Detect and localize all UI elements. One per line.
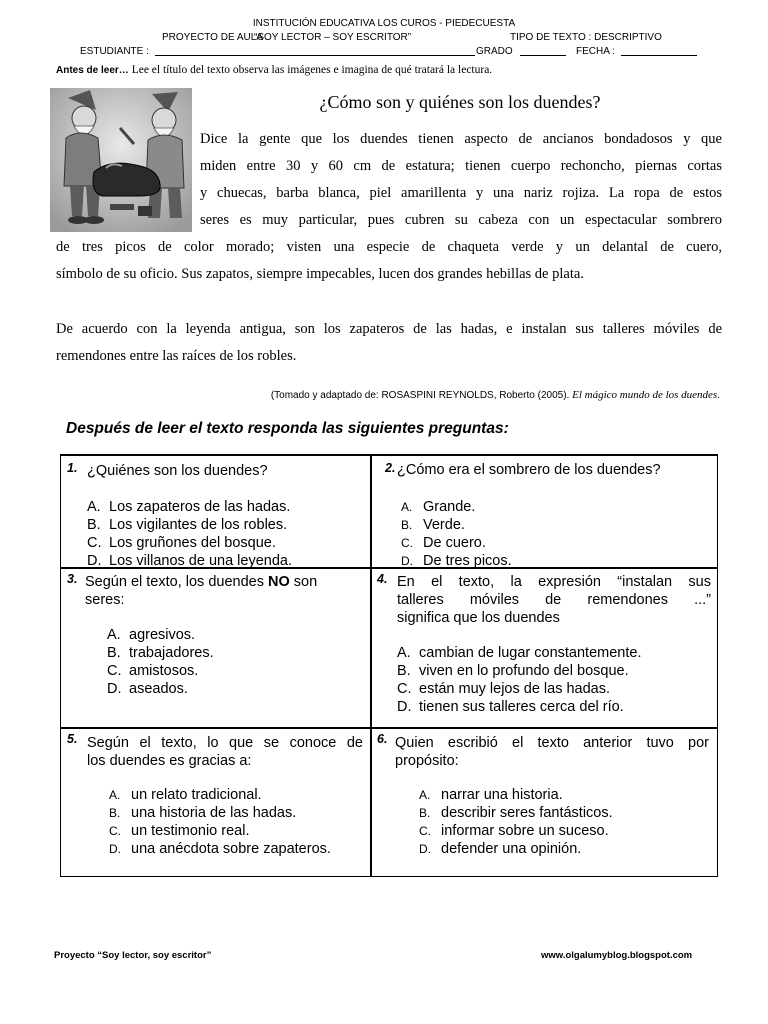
institution-name: INSTITUCIÓN EDUCATIVA LOS CUROS - PIEDECUESTA bbox=[252, 18, 516, 29]
credit-suffix: . bbox=[717, 390, 720, 401]
option-a[interactable]: A. Los zapateros de las hadas. bbox=[87, 499, 291, 515]
option-d[interactable]: D. aseados. bbox=[107, 681, 188, 697]
option-c[interactable]: C. amistosos. bbox=[107, 663, 199, 679]
option-d[interactable]: D. tienen sus talleres cerca del río. bbox=[397, 699, 624, 715]
source-credit bbox=[271, 389, 720, 401]
negation-emphasis: NO bbox=[268, 574, 290, 590]
credit-book-title: El mágico mundo de los duendes bbox=[572, 389, 718, 401]
footer-website-link[interactable]: www.olgalumyblog.blogspot.com bbox=[541, 950, 693, 961]
option-c[interactable]: C. Los gruñones del bosque. bbox=[87, 535, 276, 551]
option-d[interactable]: D. Los villanos de una leyenda. bbox=[87, 553, 292, 569]
text-line: y chuecas, barba blanca, piel amarillenta y una nariz rojiza. La ropa de estos bbox=[200, 185, 722, 201]
question-stem: En el texto, la expresión “instalan sus talleres móviles de remendones ...” significa que los duendes bbox=[397, 574, 711, 626]
text-line: seres es muy particular, pues cubren su cabeza con un espectacular sombrero bbox=[200, 212, 722, 228]
question-stem: Según el texto, lo que se conoce de los duendes es gracias a: bbox=[87, 735, 363, 769]
pre-reading-instruction bbox=[56, 64, 492, 76]
question-5 bbox=[60, 727, 372, 877]
options-list bbox=[109, 786, 331, 858]
date-blank[interactable] bbox=[621, 46, 697, 56]
paragraph-2 bbox=[56, 316, 722, 370]
options-list bbox=[397, 644, 641, 716]
option-a[interactable]: A. un relato tradicional. bbox=[109, 787, 262, 803]
credit-prefix: (Tomado y adaptado de: ROSASPINI REYNOLDS, Roberto (2005). bbox=[270, 390, 570, 401]
option-c[interactable]: C. De cuero. bbox=[401, 535, 486, 551]
question-number: 2. bbox=[385, 461, 396, 475]
question-number: 3. bbox=[67, 572, 78, 586]
question-4 bbox=[370, 567, 718, 729]
option-d[interactable]: D. defender una opinión. bbox=[419, 841, 582, 857]
question-stem: Quien escribió el texto anterior tuvo por propósito: bbox=[395, 735, 709, 769]
option-a[interactable]: A. narrar una historia. bbox=[419, 787, 563, 803]
options-list bbox=[107, 626, 214, 698]
footer-project: Proyecto “Soy lector, soy escritor” bbox=[54, 950, 212, 961]
option-b[interactable]: B. trabajadores. bbox=[107, 645, 214, 661]
question-stem: ¿Cómo era el sombrero de los duendes? bbox=[397, 462, 661, 478]
option-d[interactable]: D. una anécdota sobre zapateros. bbox=[109, 841, 331, 857]
question-stem: Según el texto, los duendes NO son seres: bbox=[85, 574, 318, 608]
text-line: de tres picos de color morado; visten una especie de chaqueta verde y un delantal de cuero, bbox=[56, 239, 722, 255]
question-2 bbox=[370, 455, 718, 569]
option-c[interactable]: C. un testimonio real. bbox=[109, 823, 250, 839]
pre-reading-text: Lee el título del texto observa las imágenes e imagina de qué tratará la lectura. bbox=[131, 64, 493, 76]
date-label: FECHA : bbox=[576, 46, 615, 57]
reading-title: ¿Cómo son y quiénes son los duendes? bbox=[319, 92, 601, 112]
option-d[interactable]: D. De tres picos. bbox=[401, 553, 512, 569]
text-line: miden entre 30 y 60 cm de estatura; tienen cuerpo rechoncho, piernas cortas bbox=[200, 158, 722, 174]
project-label: PROYECTO DE AULA bbox=[162, 32, 263, 43]
grade-label: GRADO bbox=[476, 46, 513, 57]
question-number: 6. bbox=[377, 732, 388, 746]
student-name-blank[interactable] bbox=[155, 46, 475, 56]
question-number: 5. bbox=[67, 732, 78, 746]
question-number: 4. bbox=[377, 572, 388, 586]
question-6 bbox=[370, 727, 718, 877]
options-list bbox=[87, 498, 292, 570]
question-1 bbox=[60, 455, 372, 569]
question-number: 1. bbox=[67, 461, 78, 475]
options-list bbox=[401, 498, 512, 570]
grade-blank[interactable] bbox=[520, 46, 566, 56]
question-3 bbox=[60, 567, 372, 729]
paragraph-1-bottom bbox=[56, 234, 722, 288]
option-c[interactable]: C. informar sobre un suceso. bbox=[419, 823, 609, 839]
questions-grid bbox=[60, 454, 718, 877]
option-b[interactable]: B. viven en lo profundo del bosque. bbox=[397, 663, 629, 679]
option-c[interactable]: C. están muy lejos de las hadas. bbox=[397, 681, 611, 697]
option-b[interactable]: B. una historia de las hadas. bbox=[109, 805, 297, 821]
text-type-label: TIPO DE TEXTO : DESCRIPTIVO bbox=[510, 32, 662, 43]
questions-instruction: Después de leer el texto responda las siguientes preguntas: bbox=[66, 420, 509, 437]
option-b[interactable]: B. Los vigilantes de los robles. bbox=[87, 517, 288, 533]
text-line: De acuerdo con la leyenda antigua, son los zapateros de las hadas, e instalan sus talleres móviles de bbox=[56, 321, 722, 337]
text-line: remendones entre las raíces de los robles. bbox=[56, 348, 297, 364]
text-line: Dice la gente que los duendes tienen aspecto de ancianos bondadosos y que bbox=[200, 131, 722, 147]
options-list bbox=[419, 786, 613, 858]
option-a[interactable]: A. cambian de lugar constantemente. bbox=[397, 645, 642, 661]
goblins-illustration bbox=[50, 88, 192, 232]
project-name: “SOY LECTOR – SOY ESCRITOR” bbox=[254, 32, 412, 43]
text-line: símbolo de su oficio. Sus zapatos, siempre impecables, lucen dos grandes hebillas de plata. bbox=[56, 266, 584, 282]
option-a[interactable]: A. agresivos. bbox=[107, 627, 196, 643]
student-label: ESTUDIANTE : bbox=[80, 46, 149, 57]
paragraph-1-top bbox=[200, 126, 722, 234]
option-a[interactable]: A. Grande. bbox=[401, 499, 476, 515]
option-b[interactable]: B. Verde. bbox=[401, 517, 465, 533]
question-stem: ¿Quiénes son los duendes? bbox=[87, 463, 268, 479]
pre-reading-label: Antes de leer… bbox=[56, 65, 129, 76]
option-b[interactable]: B. describir seres fantásticos. bbox=[419, 805, 613, 821]
